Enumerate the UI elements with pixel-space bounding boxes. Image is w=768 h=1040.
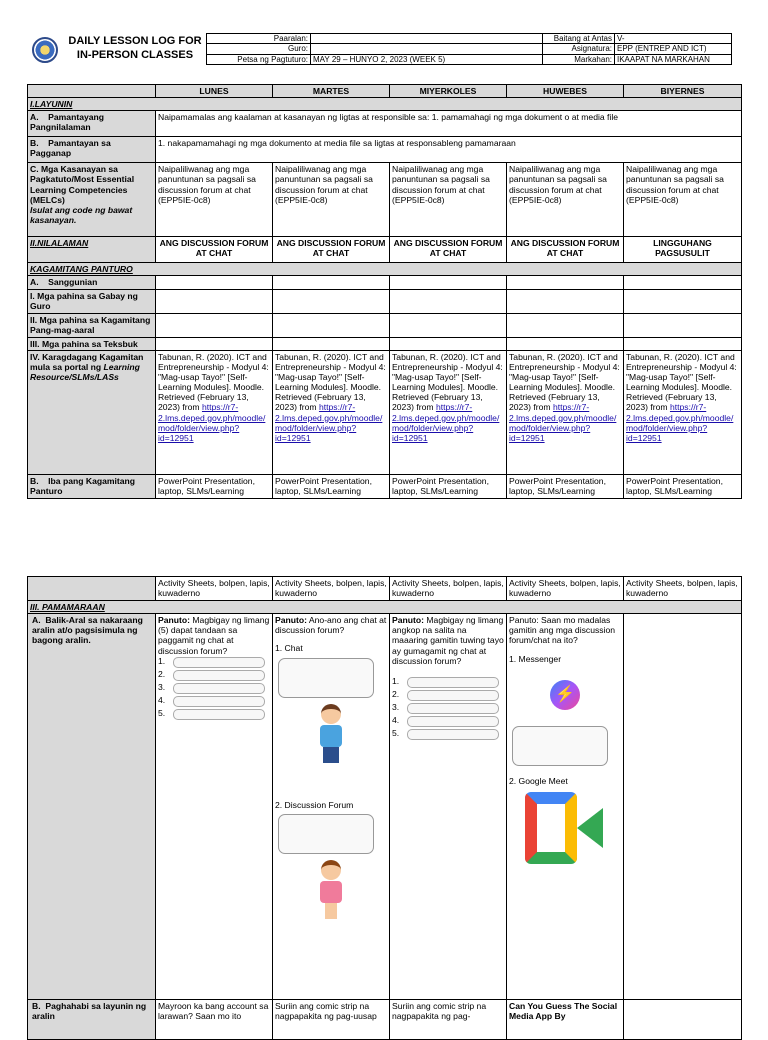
girl-illustration-icon <box>316 860 346 920</box>
label-text: Iba pang Kagamitang Panturo <box>30 475 136 496</box>
paaralan-label: Paaralan: <box>207 34 311 44</box>
panuto-text: Magbigay ng limang (5) dapat tandaan sa paggamit ng chat at discussion forum? <box>158 615 270 656</box>
sanggunian-label <box>28 276 156 289</box>
karagdagang-title: IV. Karagdagang Kagamitan mula sa portal ng <box>30 351 144 372</box>
nilalaman-huwebes: ANG DISCUSSION FORUM AT CHAT <box>507 237 624 263</box>
nilalaman-biyernes: LINGGUHANG PAGSUSULIT <box>624 237 742 263</box>
label-b: B. <box>30 138 39 149</box>
item-number: 1. <box>158 655 166 666</box>
ref-link[interactable]: https://r7-2.lms.deped.gov.ph/moodle/mod/folder/view.php?id=12951 <box>158 402 266 443</box>
karagdagang-biyernes <box>624 350 742 474</box>
answer-blank[interactable] <box>173 657 265 668</box>
item-number: 3. <box>158 681 166 692</box>
melcs-note: Isulat ang code ng bawat kasanayan. <box>30 204 133 225</box>
blank-header <box>28 85 156 98</box>
day-miyerkoles: MIYERKOLES <box>390 85 507 98</box>
markahan-label: Markahan: <box>543 54 615 64</box>
header-info-right <box>542 33 732 65</box>
nilalaman-lunes: ANG DISCUSSION FORUM AT CHAT <box>156 237 273 263</box>
paghahabi-lunes: Mayroon ka bang account sa larawan? Saan mo ito <box>156 1000 273 1040</box>
item-number: 1. <box>392 675 400 686</box>
deped-seal-icon <box>32 37 58 63</box>
iba-pang-cont-biyernes: Activity Sheets, bolpen, lapis, kuwaderno <box>624 577 742 601</box>
ref-link[interactable]: https://r7-2.lms.deped.gov.ph/moodle/mod/folder/view.php?id=12951 <box>626 402 734 443</box>
panuto-label: Panuto: <box>158 615 190 626</box>
paghahabi-martes: Suriin ang comic strip na nagpapakita ng pag-uusap <box>273 1000 390 1040</box>
pamantayang-pangnilalaman-label <box>28 111 156 137</box>
ref-text: Tabunan, R. (2020). ICT and Entrepreneurship - Modyul 4: "Mag-usap Tayo!" [Self-Learning Modules]. Moodle. Retrieved (February 13, 2023) from <box>509 351 620 413</box>
melcs-huwebes: Naipaliliwanag ang mga panuntunan sa pagsali sa discussion forum at chat (EPP5IE-0c8) <box>507 163 624 237</box>
pamantayan-sa-pagganap-text: 1. nakapamamahagi ng mga dokumento at media file sa ligtas at responsableng pamamaraan <box>156 137 742 163</box>
label-text: Pamantayang Pangnilalaman <box>30 112 105 133</box>
karagdagang-huwebes <box>507 350 624 474</box>
ref-link[interactable]: https://r7-2.lms.deped.gov.ph/moodle/mod/folder/view.php?id=12951 <box>392 402 500 443</box>
google-meet-item: 2. Google Meet <box>509 775 568 786</box>
label-a: A. <box>32 615 41 626</box>
guro-value[interactable] <box>311 44 543 54</box>
balik-aral-label <box>28 614 156 1000</box>
melcs-martes: Naipaliliwanag ang mga panuntunan sa pagsali sa discussion forum at chat (EPP5IE-0c8) <box>273 163 390 237</box>
iba-pang-cont-lunes: Activity Sheets, bolpen, lapis, kuwaderno <box>156 577 273 601</box>
panuto-text: Panuto: Saan mo madalas gamitin ang mga discussion forum/chat na ito? <box>509 615 616 646</box>
title-line-1: DAILY LESSON LOG FOR <box>68 35 202 47</box>
item-number: 2. <box>158 668 166 679</box>
paghahabi-miyerkoles: Suriin ang comic strip na nagpapakita ng pag- <box>390 1000 507 1040</box>
karagdagang-ital: Learning Resource/SLMs/LASs <box>30 361 140 382</box>
iba-pang-lunes: PowerPoint Presentation, laptop, SLMs/Learning <box>156 474 273 498</box>
iba-pang-martes: PowerPoint Presentation, laptop, SLMs/Learning <box>273 474 390 498</box>
label-a: A. <box>30 112 39 123</box>
day-huwebes: HUWEBES <box>507 85 624 98</box>
label-a: A. <box>30 277 39 288</box>
section-layunin: I.LAYUNIN <box>28 98 742 111</box>
answer-blank[interactable] <box>407 716 499 727</box>
karagdagang-label <box>28 350 156 474</box>
ref-text: Tabunan, R. (2020). ICT and Entrepreneurship - Modyul 4: "Mag-usap Tayo!" [Self-Learning Modules]. Moodle. Retrieved (February 13, 2023) from <box>158 351 269 413</box>
iba-pang-huwebes: PowerPoint Presentation, laptop, SLMs/Learning <box>507 474 624 498</box>
ref-link[interactable]: https://r7-2.lms.deped.gov.ph/moodle/mod/folder/view.php?id=12951 <box>275 402 383 443</box>
label-b: B. <box>32 1001 41 1012</box>
petsa-value[interactable]: MAY 29 – HUNYO 2, 2023 (WEEK 5) <box>311 54 543 64</box>
asignatura-label: Asignatura: <box>543 44 615 54</box>
gabay-label: I. Mga pahina sa Gabay ng Guro <box>28 289 156 313</box>
melcs-label <box>28 163 156 237</box>
panuto-text: Magbigay ng limang angkop na salita na maaaring gamitin tuwing tayo ay gumagamit ng chat at discussion forum? <box>392 615 504 666</box>
lesson-log-table-1 <box>27 84 742 499</box>
paghahabi-biyernes <box>624 1000 742 1040</box>
item-number: 5. <box>158 707 166 718</box>
melcs-title: C. Mga Kasanayan sa Pagkatuto/Most Essential Learning Competencies (MELCs) <box>30 164 135 205</box>
nilalaman-martes: ANG DISCUSSION FORUM AT CHAT <box>273 237 390 263</box>
melcs-biyernes: Naipaliliwanag ang mga panuntunan sa pagsali sa discussion forum at chat (EPP5IE-0c8) <box>624 163 742 237</box>
markahan-value[interactable]: IKAAPAT NA MARKAHAN <box>615 54 732 64</box>
item-number: 2. <box>392 688 400 699</box>
item-number: 3. <box>392 701 400 712</box>
iba-pang-cont-martes: Activity Sheets, bolpen, lapis, kuwaderno <box>273 577 390 601</box>
panuto-text: Ano-ano ang chat at discussion forum? <box>275 615 387 636</box>
forum-item: 2. Discussion Forum <box>275 799 354 810</box>
speech-bubble <box>278 658 374 698</box>
melcs-lunes: Naipaliliwanag ang mga panuntunan sa pagsali sa discussion forum at chat (EPP5IE-0c8) <box>156 163 273 237</box>
iba-pang-miyerkoles: PowerPoint Presentation, laptop, SLMs/Learning <box>390 474 507 498</box>
speech-bubble <box>278 814 374 854</box>
label-text: Pamantayan sa Pagganap <box>30 138 111 159</box>
karagdagang-lunes <box>156 350 273 474</box>
label-text: Balik-Aral sa nakaraang aralin at/o pagsisimula ng bagong aralin. <box>32 615 143 646</box>
boy-illustration-icon <box>316 704 346 764</box>
nilalaman-miyerkoles: ANG DISCUSSION FORUM AT CHAT <box>390 237 507 263</box>
guro-label: Guro: <box>207 44 311 54</box>
answer-blank[interactable] <box>407 729 499 740</box>
messenger-item: 1. Messenger <box>509 653 562 664</box>
ref-link[interactable]: https://r7-2.lms.deped.gov.ph/moodle/mod/folder/view.php?id=12951 <box>509 402 617 443</box>
balik-aral-lunes <box>156 614 273 1000</box>
petsa-label: Petsa ng Pagtuturo: <box>207 54 311 64</box>
karagdagang-miyerkoles <box>390 350 507 474</box>
asignatura-value[interactable]: EPP (ENTREP AND ICT) <box>615 44 732 54</box>
google-meet-icon <box>525 792 605 864</box>
answer-blank[interactable] <box>173 670 265 681</box>
item-number: 5. <box>392 727 400 738</box>
ref-text: Tabunan, R. (2020). ICT and Entrepreneurship - Modyul 4: "Mag-usap Tayo!" [Self-Learning Modules]. Moodle. Retrieved (February 13, 2023) from <box>626 351 737 413</box>
answer-box[interactable] <box>512 726 608 766</box>
balik-aral-martes <box>273 614 390 1000</box>
kagamitang-mag-aaral-label: II. Mga pahina sa Kagamitang Pang-mag-aaral <box>28 313 156 337</box>
section-kagamitan: KAGAMITANG PANTURO <box>28 263 742 276</box>
day-martes: MARTES <box>273 85 390 98</box>
melcs-miyerkoles: Naipaliliwanag ang mga panuntunan sa pagsali sa discussion forum at chat (EPP5IE-0c8) <box>390 163 507 237</box>
paghahabi-huwebes: Can You Guess The Social Media App By <box>507 1000 624 1040</box>
pamantayan-sa-pagganap-label <box>28 137 156 163</box>
paghahabi-label <box>28 1000 156 1040</box>
answer-blank[interactable] <box>407 703 499 714</box>
iba-pang-cont-miyerkoles: Activity Sheets, bolpen, lapis, kuwaderno <box>390 577 507 601</box>
answer-blank[interactable] <box>173 696 265 707</box>
panuto-label: Panuto: <box>275 615 307 626</box>
iba-pang-biyernes: PowerPoint Presentation, laptop, SLMs/Learning <box>624 474 742 498</box>
day-header-row <box>28 85 742 98</box>
ref-text: Tabunan, R. (2020). ICT and Entrepreneurship - Modyul 4: "Mag-usap Tayo!" [Self-Learning Modules]. Moodle. Retrieved (February 13, 2023) from <box>392 351 503 413</box>
day-lunes: LUNES <box>156 85 273 98</box>
teksbuk-label: III. Mga pahina sa Teksbuk <box>28 337 156 350</box>
baitang-label: Baitang at Antas <box>543 34 615 44</box>
karagdagang-martes <box>273 350 390 474</box>
balik-aral-biyernes <box>624 614 742 1000</box>
item-number: 4. <box>392 714 400 725</box>
section-nilalaman: II.NILALAMAN <box>28 237 156 263</box>
day-biyernes: BIYERNES <box>624 85 742 98</box>
paaralan-value[interactable] <box>311 34 543 44</box>
messenger-icon: ⚡ <box>550 680 580 710</box>
item-number: 4. <box>158 694 166 705</box>
answer-blank[interactable] <box>173 683 265 694</box>
iba-pang-label <box>28 474 156 498</box>
chat-item: 1. Chat <box>275 643 303 654</box>
panuto-label: Panuto: <box>392 615 424 626</box>
title-line-2: IN-PERSON CLASSES <box>76 48 194 61</box>
balik-aral-huwebes <box>507 614 624 1000</box>
answer-list <box>392 676 504 741</box>
answer-list <box>158 656 270 721</box>
label-text: Paghahabi sa layunin ng aralin <box>32 1001 147 1022</box>
balik-aral-miyerkoles <box>390 614 507 1000</box>
pamantayang-pangnilalaman-text: Naipamamalas ang kaalaman at kasanayan ng ligtas at responsible sa: 1. pamamahagi ng mga dokument o at media file <box>156 111 742 137</box>
section-pamamaraan: III. PAMAMARAAN <box>28 601 742 614</box>
ref-text: Tabunan, R. (2020). ICT and Entrepreneurship - Modyul 4: "Mag-usap Tayo!" [Self-Learning Modules]. Moodle. Retrieved (February 13, 2023) from <box>275 351 386 413</box>
label-b: B. <box>30 475 39 486</box>
answer-blank[interactable] <box>173 709 265 720</box>
iba-pang-cont-huwebes: Activity Sheets, bolpen, lapis, kuwaderno <box>507 577 624 601</box>
baitang-value[interactable]: V- <box>615 34 732 44</box>
lesson-log-table-2 <box>27 576 742 1040</box>
answer-blank[interactable] <box>407 690 499 701</box>
answer-blank[interactable] <box>407 677 499 688</box>
header-info-left <box>206 33 543 65</box>
label-text: Sanggunian <box>48 277 98 288</box>
document-title <box>60 35 210 63</box>
